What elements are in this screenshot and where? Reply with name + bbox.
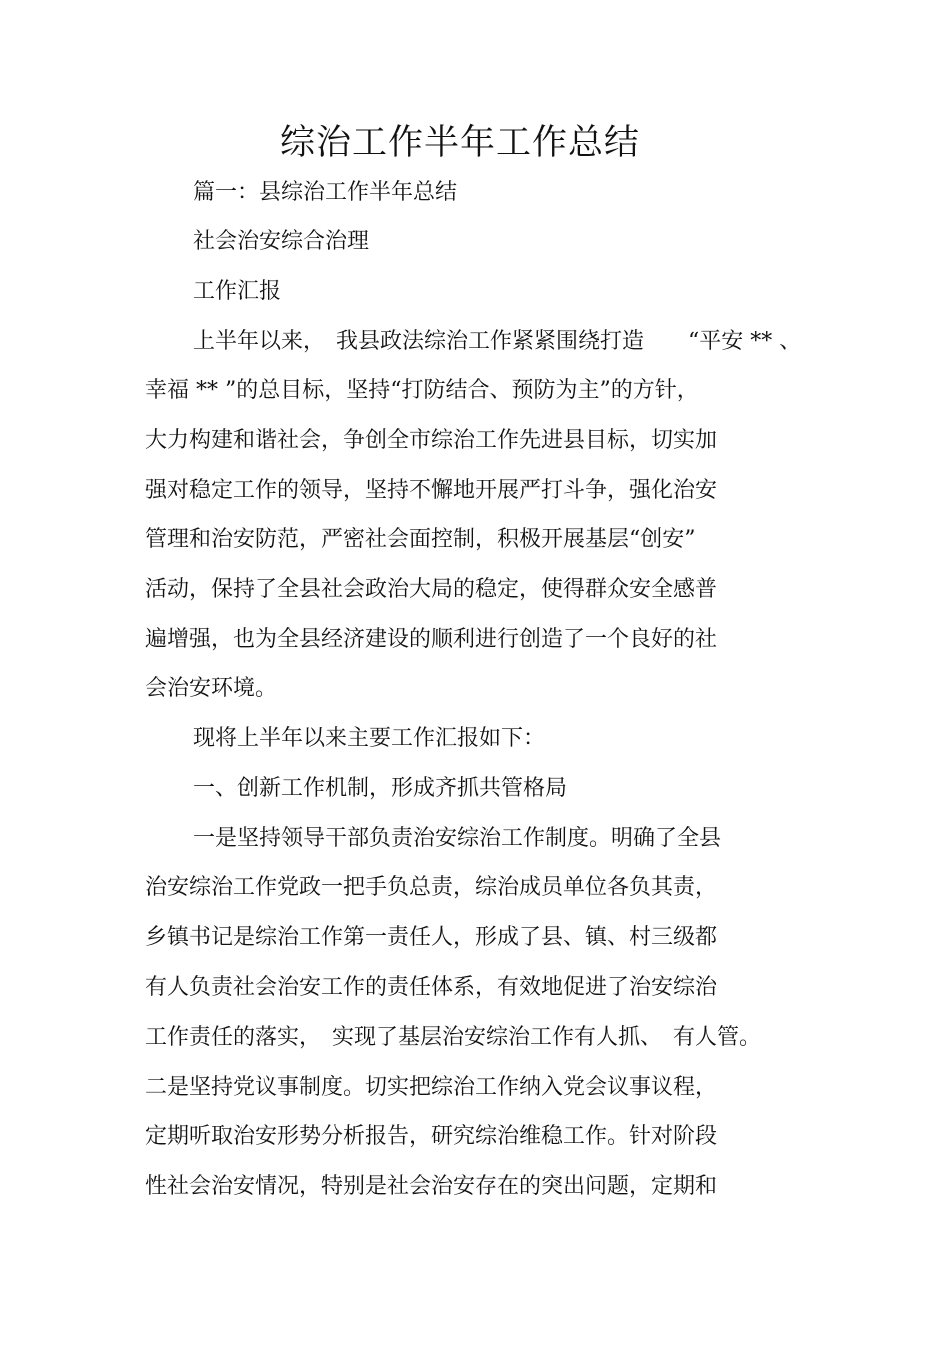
paragraph-line: 治安综治工作党政一把手负总责，综治成员单位各负其责，: [145, 875, 718, 900]
paragraph-line: 二是坚持党议事制度。切实把综治工作纳入党会议事议程，: [145, 1075, 718, 1100]
section-heading: 篇一：县综治工作半年总结: [193, 180, 458, 205]
paragraph-line: 乡镇书记是综治工作第一责任人，形成了县、镇、村三级都: [145, 925, 718, 950]
paragraph-line: 定期听取治安形势分析报告，研究综治维稳工作。针对阶段: [145, 1124, 718, 1149]
paragraph-line: 管理和治安防范，严密社会面控制，积极开展基层“创安”: [145, 527, 696, 552]
paragraph-line: 有人负责社会治安工作的责任体系，有效地促进了治安综治: [145, 975, 718, 1000]
paragraph-line: 幸福 ** ”的总目标，坚持“打防结合、预防为主”的方针，: [145, 378, 699, 403]
paragraph-line: 活动，保持了全县社会政治大局的稳定，使得群众安全感普: [145, 577, 718, 602]
paragraph-line: 现将上半年以来主要工作汇报如下：: [193, 726, 546, 751]
paragraph-line: 工作责任的落实， 实现了基层治安综治工作有人抓、 有人管。: [145, 1025, 762, 1050]
paragraph-line: 上半年以来， 我县政法综治工作紧紧围绕打造 “平安 ** 、: [193, 329, 802, 354]
paragraph-line: 大力构建和谐社会，争创全市综治工作先进县目标，切实加: [145, 428, 718, 453]
subtitle-line: 工作汇报: [193, 279, 282, 304]
paragraph-line: 一是坚持领导干部负责治安综治工作制度。明确了全县: [193, 826, 722, 851]
paragraph-line: 会治安环境。: [145, 676, 278, 701]
paragraph-line: 性社会治安情况，特别是社会治安存在的突出问题，定期和: [145, 1174, 718, 1199]
section-heading: 一、创新工作机制，形成齐抓共管格局: [193, 776, 568, 801]
paragraph-line: 强对稳定工作的领导，坚持不懈地开展严打斗争，强化治安: [145, 478, 718, 503]
document-title: 综治工作半年工作总结: [279, 123, 640, 163]
subtitle-line: 社会治安综合治理: [193, 229, 370, 254]
paragraph-line: 遍增强，也为全县经济建设的顺利进行创造了一个良好的社: [145, 627, 718, 652]
